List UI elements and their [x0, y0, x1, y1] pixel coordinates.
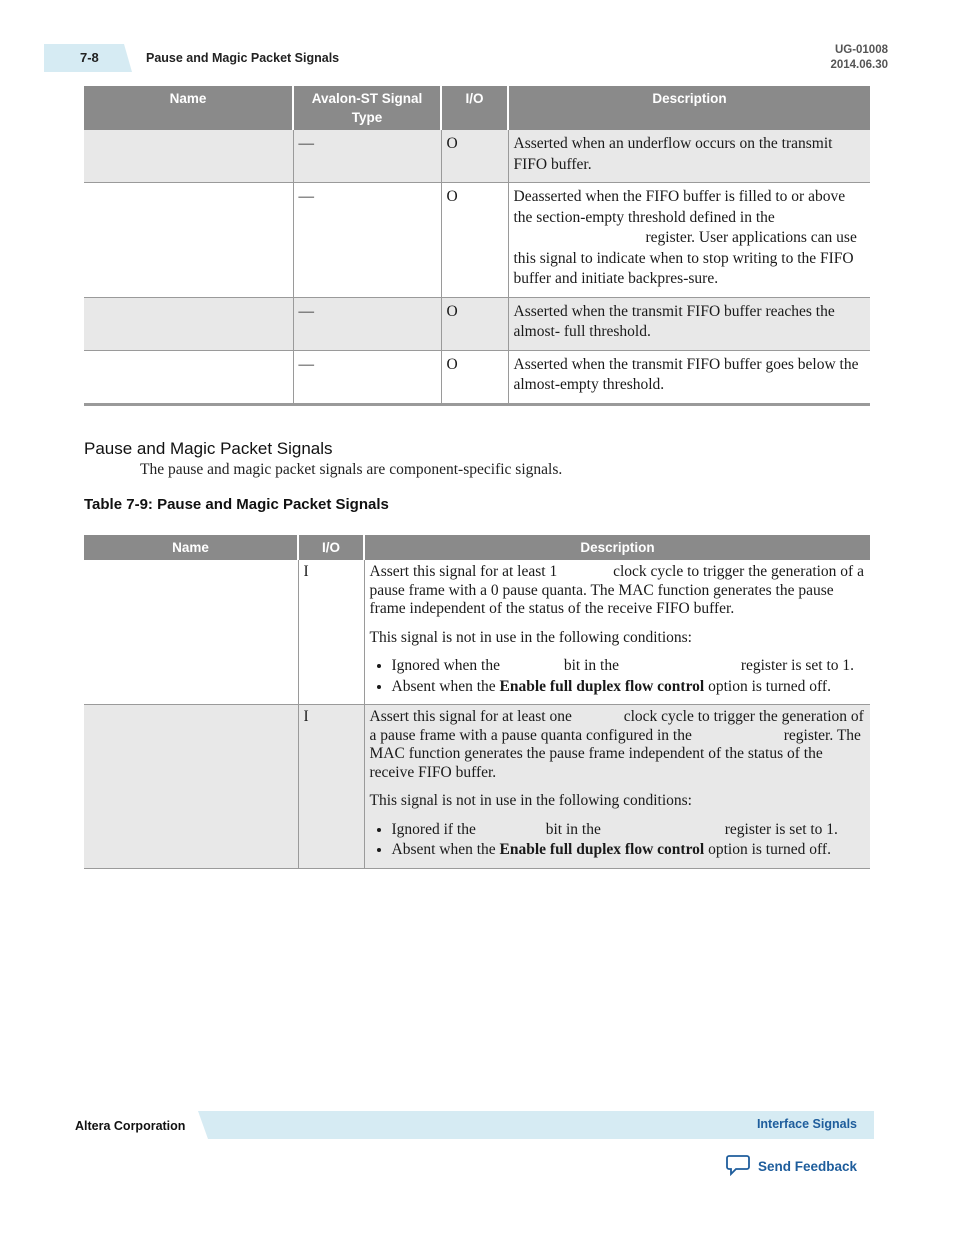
pause-magic-signals-table: [84, 535, 870, 869]
fifo-signals-table: [84, 86, 870, 406]
condition-list: [370, 821, 866, 860]
description-paragraph: Assert this signal for at least one clock cycle to trigger the generation of a pause frame with a pause quanta configured in the register. The MAC function generates the pause frame independent of the status of the receive FIFO buffer.: [369, 708, 864, 781]
signal-name-cell: [84, 297, 293, 350]
table-header-row: [84, 86, 870, 130]
running-header-title: Pause and Magic Packet Signals: [146, 51, 340, 65]
send-feedback-label: Send Feedback: [758, 1159, 858, 1174]
list-item: • Ignored when the bit in the register is set to 1.: [392, 657, 866, 676]
list-item: • Absent when the Enable full duplex flow control option is turned off.: [392, 678, 866, 697]
table-caption: Table 7-9: Pause and Magic Packet Signals: [84, 496, 389, 513]
description-text: Deasserted when the FIFO buffer is filled to or above the section-empty threshold defined in the: [513, 188, 846, 226]
section-intro: The pause and magic packet signals are component-specific signals.: [140, 461, 563, 478]
footer-company: Altera Corporation: [75, 1119, 186, 1133]
document-date: 2014.06.30: [830, 59, 888, 71]
signal-name-cell: [84, 130, 293, 183]
section-heading: Pause and Magic Packet Signals: [84, 439, 333, 458]
description-paragraph: This signal is not in use in the following conditions:: [369, 792, 692, 809]
condition-list: [370, 657, 866, 696]
description-cell: Asserted when the transmit FIFO buffer goes below the almost-empty threshold.: [508, 350, 870, 404]
speech-bubble-icon: [726, 1154, 750, 1179]
description-cell: [508, 183, 870, 298]
io-cell: O: [441, 350, 508, 404]
signal-type-cell: —: [293, 350, 441, 404]
table-row: [84, 297, 870, 350]
table-row: [84, 705, 870, 869]
signal-name-cell: [84, 183, 293, 298]
io-cell: O: [441, 183, 508, 298]
description-paragraph: Assert this signal for at least 1 clock cycle to trigger the generation of a pause frame with a 0 pause quanta. The MAC function generates the pause frame independent of the status of the receive FIFO buffer.: [369, 563, 864, 617]
list-item: • Ignored if the bit in the register is set to 1.: [392, 821, 866, 840]
description-paragraph: This signal is not in use in the following conditions:: [369, 628, 692, 646]
io-cell: O: [441, 297, 508, 350]
signal-type-cell: —: [293, 130, 441, 183]
description-cell: Asserted when an underflow occurs on the transmit FIFO buffer.: [508, 130, 870, 183]
description-text: register. User applications can use this signal to indicate when to stop writing to the FIFO buffer and initiate backpres-sure.: [513, 229, 857, 287]
column-header-io: I/O: [298, 535, 364, 560]
table-header-row: [84, 535, 870, 560]
signal-name-cell: [84, 560, 298, 705]
column-header-name: Name: [84, 86, 293, 130]
column-header-name: Name: [84, 535, 298, 560]
description-cell: Asserted when the transmit FIFO buffer reaches the almost- full threshold.: [508, 297, 870, 350]
column-header-io: I/O: [441, 86, 508, 130]
column-header-signal-type: Avalon-ST Signal Type: [293, 86, 441, 130]
table-row: [84, 130, 870, 183]
page-number: 7-8: [80, 50, 99, 65]
description-cell: [364, 560, 870, 705]
signal-type-cell: —: [293, 297, 441, 350]
signal-name-cell: [84, 350, 293, 404]
table-row: [84, 350, 870, 404]
io-cell: I: [298, 705, 364, 869]
signal-type-cell: —: [293, 183, 441, 298]
list-item: • Absent when the Enable full duplex flow control option is turned off.: [392, 841, 866, 860]
document-id-block: [830, 43, 888, 73]
table-row: [84, 560, 870, 705]
column-header-description: Description: [508, 86, 870, 130]
io-cell: O: [441, 130, 508, 183]
footer-chapter-link[interactable]: Interface Signals: [756, 1117, 857, 1131]
io-cell: I: [298, 560, 364, 705]
send-feedback-link[interactable]: [726, 1154, 857, 1179]
signal-name-cell: [84, 705, 298, 869]
document-id: UG-01008: [834, 44, 888, 56]
description-cell: [364, 705, 870, 869]
column-header-description: Description: [364, 535, 870, 560]
table-row: [84, 183, 870, 298]
